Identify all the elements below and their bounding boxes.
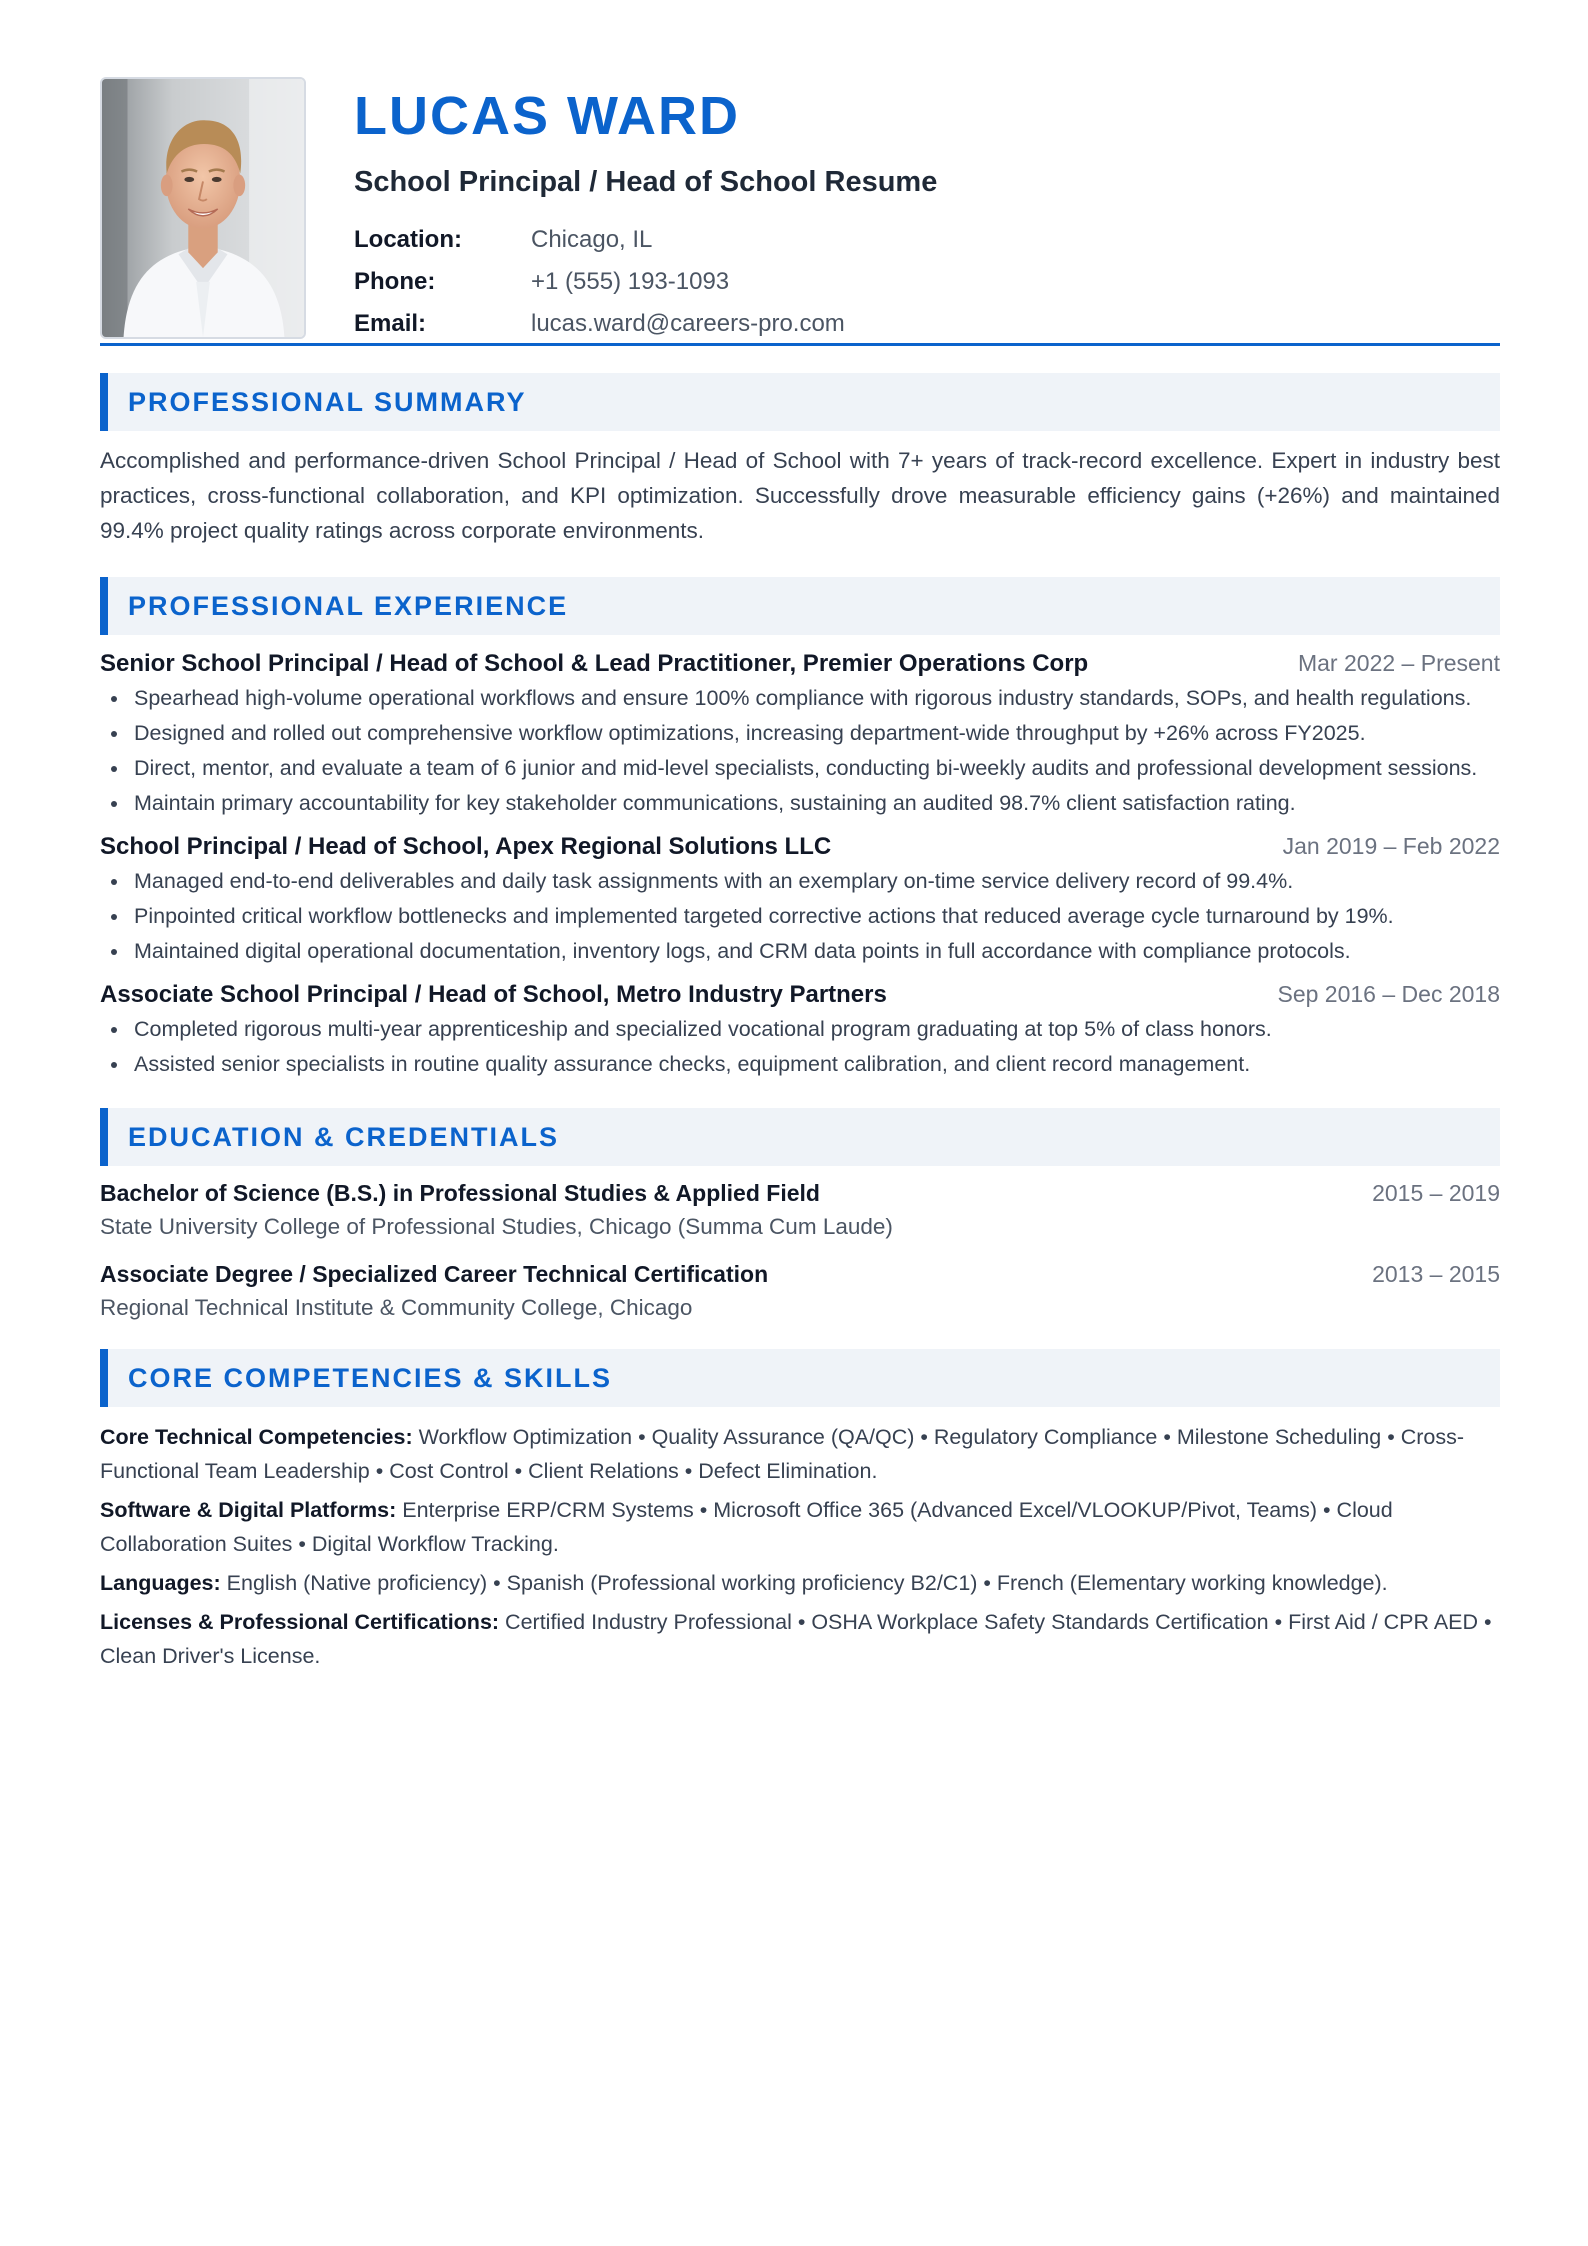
job-title: Senior School Principal / Head of School & Lead Practitioner, Premier Operations Corp bbox=[100, 650, 1089, 677]
skill-group bbox=[100, 1493, 1500, 1561]
contact-label: Phone: bbox=[354, 268, 436, 295]
summary-text: Accomplished and performance-driven School Principal / Head of School with 7+ years of track-record excellence. Expert in industry best practices, cross-functional collaboration, and KPI optimization. Successfully drove measurable efficiency gains (+26%) and maintained 99.4% project quality ratings across corporate environments. bbox=[100, 448, 1500, 543]
section-title: CORE COMPETENCIES & SKILLS bbox=[128, 1362, 613, 1393]
education-header bbox=[100, 1180, 1500, 1207]
resume-header bbox=[100, 77, 1500, 343]
education-header bbox=[100, 1261, 1500, 1288]
job-bullets bbox=[100, 682, 1500, 819]
school-name: State University College of Professional Studies, Chicago (Summa Cum Laude) bbox=[100, 1214, 893, 1239]
job-bullets bbox=[100, 1013, 1500, 1080]
skill-group-label: Languages: bbox=[100, 1571, 221, 1595]
contact-label: Email: bbox=[354, 310, 427, 337]
skill-group bbox=[100, 1605, 1500, 1673]
contact-row-phone bbox=[354, 261, 937, 303]
education-entry bbox=[100, 1180, 1500, 1240]
skill-group-text: Certified Industry Professional • OSHA Workplace Safety Standards Certification • First Aid / CPR AED • Clean Driver's License. bbox=[100, 1610, 1492, 1668]
candidate-name: LUCAS WARD bbox=[354, 86, 740, 146]
skill-group-text: Workflow Optimization • Quality Assurance (QA/QC) • Regulatory Compliance • Milestone Scheduling • Cross-Functional Team Leadership • Cost Control • Client Relations • Defect Elimination. bbox=[100, 1425, 1464, 1483]
phone-value: +1 (555) 193-1093 bbox=[531, 268, 730, 295]
job-title: Associate School Principal / Head of School, Metro Industry Partners bbox=[100, 981, 887, 1008]
email-value: lucas.ward@careers-pro.com bbox=[531, 310, 845, 337]
job-bullet: Assisted senior specialists in routine quality assurance checks, equipment calibration, and client record management. bbox=[100, 1048, 1500, 1080]
job-bullet: Maintain primary accountability for key stakeholder communications, sustaining an audited 98.7% client satisfaction rating. bbox=[100, 787, 1500, 819]
skill-group-label: Core Technical Competencies: bbox=[100, 1425, 413, 1449]
job-header bbox=[100, 833, 1500, 861]
degree-title: Bachelor of Science (B.S.) in Professional Studies & Applied Field bbox=[100, 1180, 820, 1206]
section-title: PROFESSIONAL EXPERIENCE bbox=[128, 590, 569, 621]
section-title: PROFESSIONAL SUMMARY bbox=[128, 386, 527, 417]
education-entry bbox=[100, 1261, 1500, 1321]
job-bullet: Spearhead high-volume operational workflows and ensure 100% compliance with rigorous industry standards, SOPs, and health regulations. bbox=[100, 682, 1500, 714]
job-bullets bbox=[100, 865, 1500, 967]
skill-group-label: Licenses & Professional Certifications: bbox=[100, 1610, 500, 1634]
resume-page bbox=[100, 77, 1500, 1673]
degree-title: Associate Degree / Specialized Career Technical Certification bbox=[100, 1261, 769, 1287]
contact-row-location bbox=[354, 219, 937, 261]
location-value: Chicago, IL bbox=[531, 226, 653, 253]
job-dates: Sep 2016 – Dec 2018 bbox=[1277, 981, 1500, 1007]
section-header-skills bbox=[100, 1349, 1500, 1407]
section-title: EDUCATION & CREDENTIALS bbox=[128, 1121, 560, 1152]
skill-group bbox=[100, 1566, 1500, 1600]
education-dates: 2015 – 2019 bbox=[1372, 1180, 1500, 1206]
education-dates: 2013 – 2015 bbox=[1372, 1261, 1500, 1287]
contact-details bbox=[354, 219, 937, 345]
job-bullet: Managed end-to-end deliverables and daily task assignments with an exemplary on-time service delivery record of 99.4%. bbox=[100, 865, 1500, 897]
job-dates: Jan 2019 – Feb 2022 bbox=[1282, 833, 1500, 859]
job-entry bbox=[100, 650, 1500, 819]
job-entry bbox=[100, 981, 1500, 1080]
job-bullet: Completed rigorous multi-year apprenticeship and specialized vocational program graduating at top 5% of class honors. bbox=[100, 1013, 1500, 1045]
job-bullet: Maintained digital operational documentation, inventory logs, and CRM data points in full accordance with compliance protocols. bbox=[100, 935, 1500, 967]
skill-group-label: Software & Digital Platforms: bbox=[100, 1498, 397, 1522]
job-header bbox=[100, 981, 1500, 1009]
skill-group bbox=[100, 1420, 1500, 1488]
job-dates: Mar 2022 – Present bbox=[1297, 650, 1500, 676]
section-header-education bbox=[100, 1108, 1500, 1166]
header-info bbox=[354, 77, 937, 345]
section-header-summary bbox=[100, 373, 1500, 431]
job-title: School Principal / Head of School, Apex Regional Solutions LLC bbox=[100, 833, 832, 860]
job-bullet: Designed and rolled out comprehensive workflow optimizations, increasing department-wide throughput by +26% across FY2025. bbox=[100, 717, 1500, 749]
skill-group-text: Enterprise ERP/CRM Systems • Microsoft Office 365 (Advanced Excel/VLOOKUP/Pivot, Teams) • Cloud Collaboration Suites • Digital Workflow Tracking. bbox=[100, 1498, 1393, 1556]
job-bullet: Direct, mentor, and evaluate a team of 6 junior and mid-level specialists, conducting bi-weekly audits and professional development sessions. bbox=[100, 752, 1500, 784]
job-entry bbox=[100, 833, 1500, 967]
profile-photo bbox=[100, 77, 306, 339]
section-header-experience bbox=[100, 577, 1500, 635]
school-name: Regional Technical Institute & Community College, Chicago bbox=[100, 1295, 693, 1320]
resume-subtitle: School Principal / Head of School Resume bbox=[354, 166, 938, 198]
contact-label: Location: bbox=[354, 226, 462, 253]
job-header bbox=[100, 650, 1500, 678]
contact-row-email bbox=[354, 303, 937, 345]
job-bullet: Pinpointed critical workflow bottlenecks and implemented targeted corrective actions that reduced average cycle turnaround by 19%. bbox=[100, 900, 1500, 932]
skill-group-text: English (Native proficiency) • Spanish (Professional working proficiency B2/C1) • French (Elementary working knowledge). bbox=[226, 1571, 1388, 1595]
